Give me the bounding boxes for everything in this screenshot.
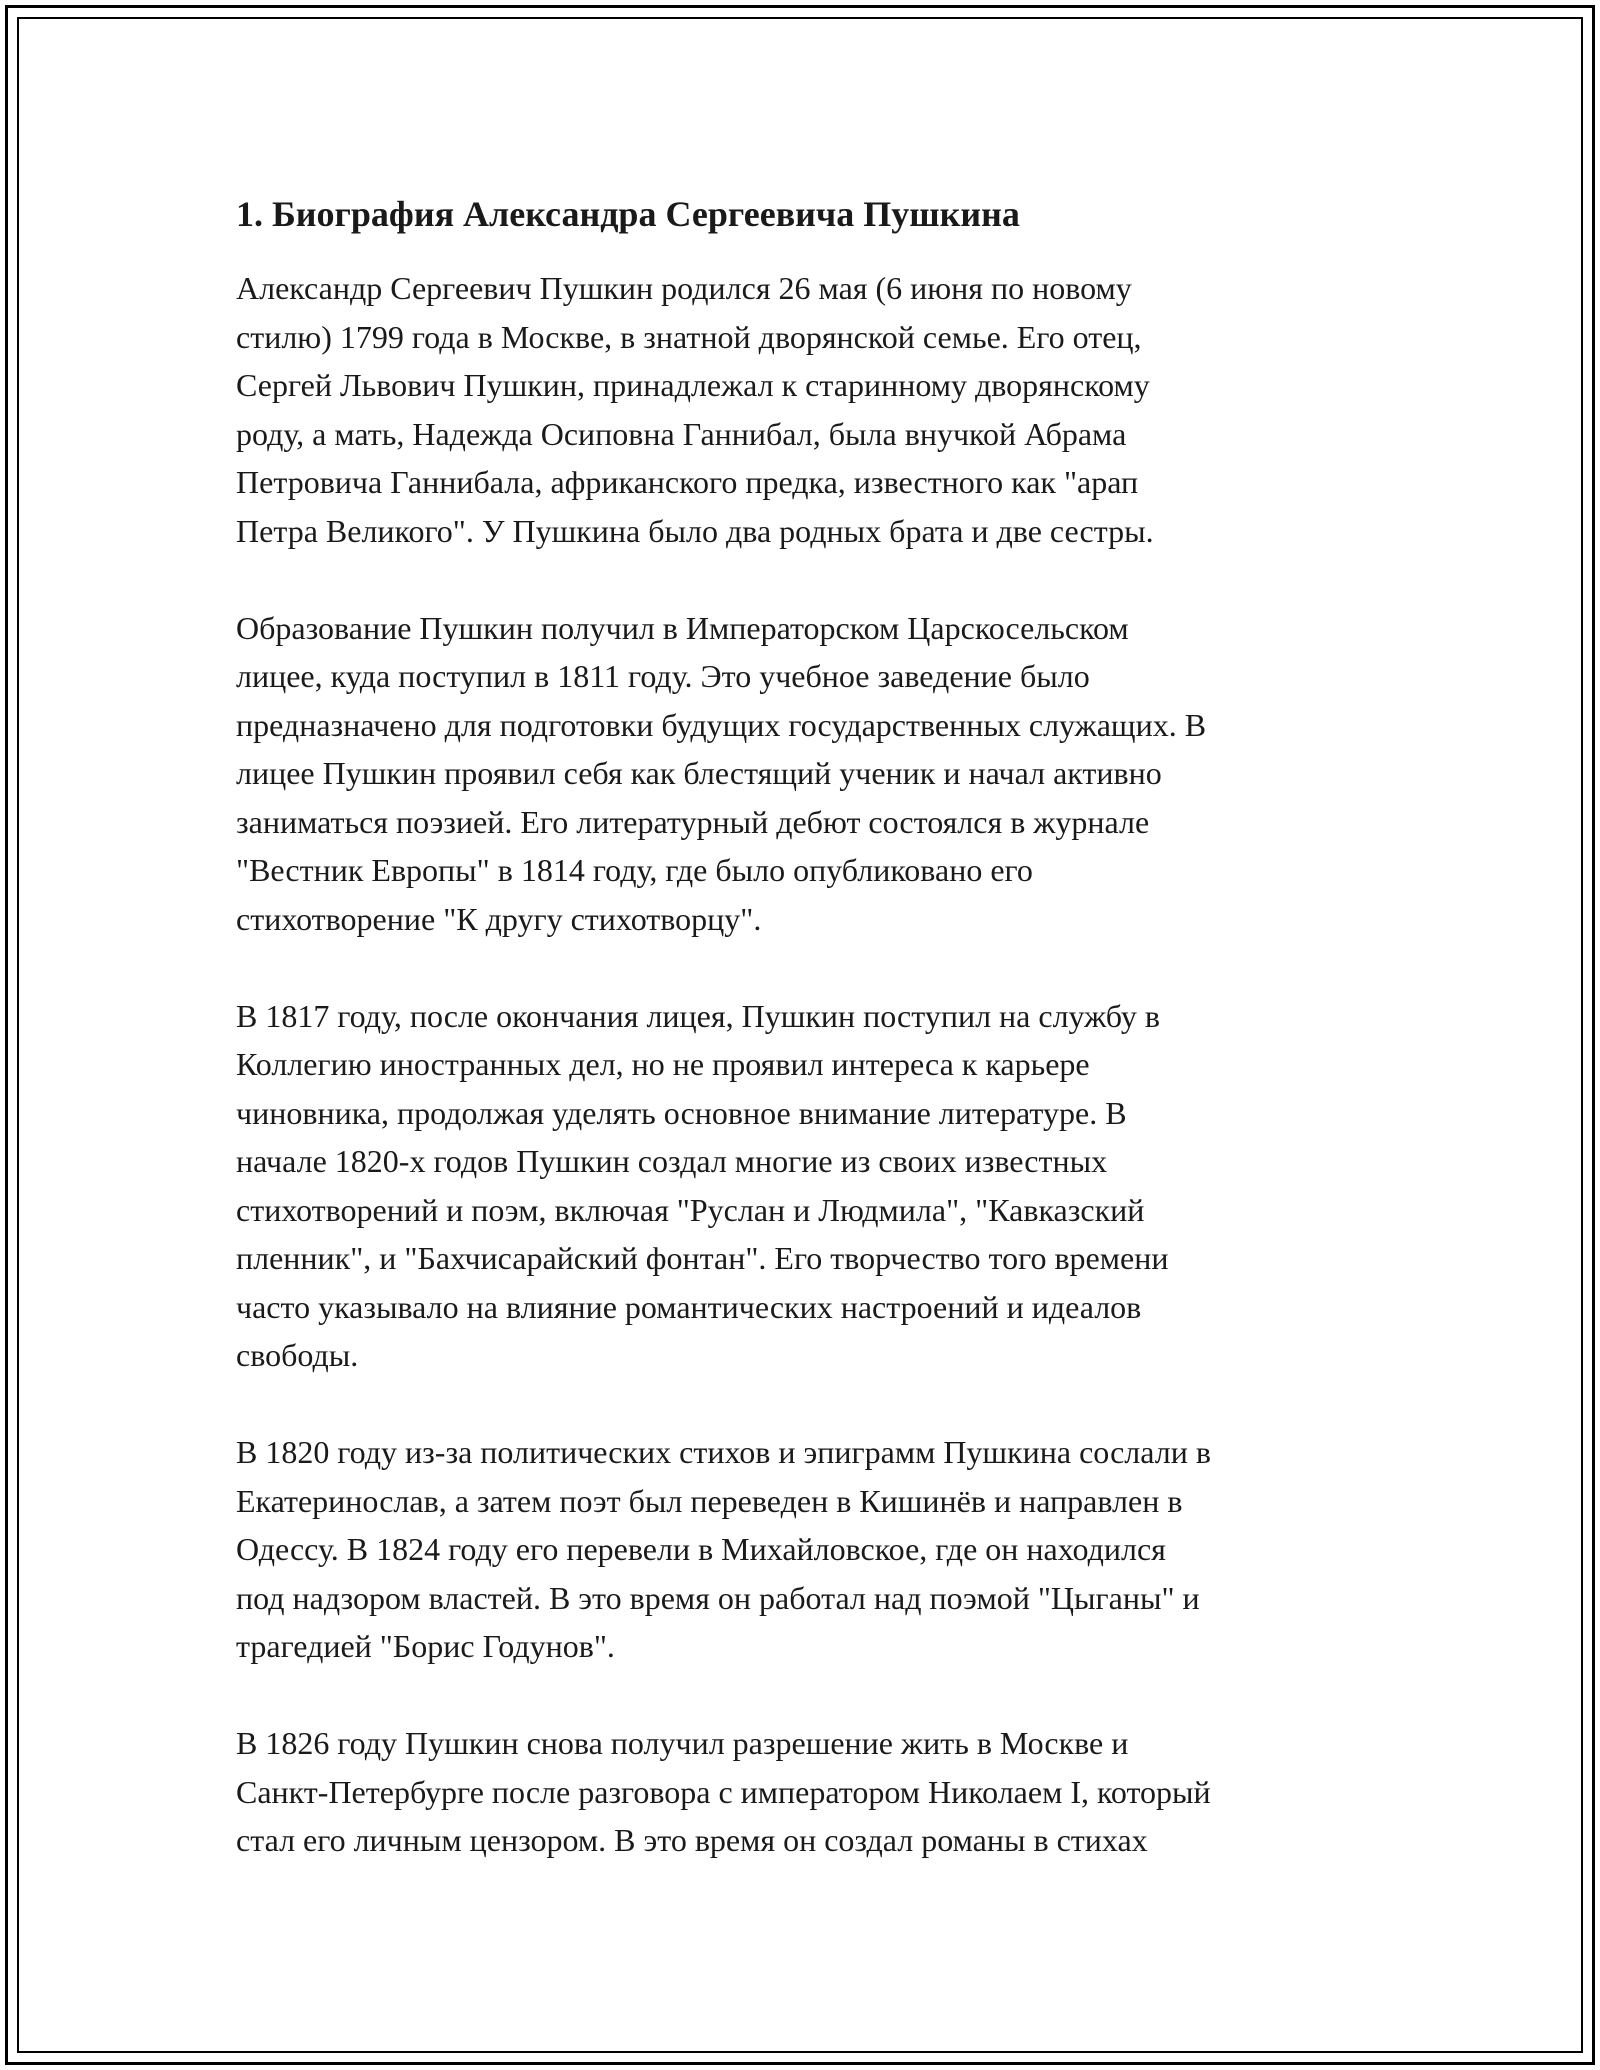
paragraph-line: стихотворений и поэм, включая "Руслан и Людмила", "Кавказский: [236, 1191, 1145, 1228]
paragraph-line: заниматься поэзией. Его литературный дебют состоялся в журнале: [236, 803, 1150, 840]
paragraph-line: Одессу. В 1824 году его перевели в Михайловское, где он находился: [236, 1531, 1166, 1567]
paragraph-return: [236, 1719, 1376, 1865]
paragraph-line: пленник", и "Бахчисарайский фонтан". Его творчество того времени: [236, 1240, 1169, 1276]
paragraph-line: стал его личным цензором. В это время он создал романы в стихах: [236, 1822, 1148, 1858]
paragraph-line: Александр Сергеевич Пушкин родился 26 мая (6 июня по новому: [236, 270, 1132, 306]
paragraph-line: стилю) 1799 года в Москве, в знатной дворянской семье. Его отец,: [236, 318, 1142, 355]
paragraph-exile: [236, 1428, 1376, 1671]
paragraph-line: предназначено для подготовки будущих государственных служащих. В: [236, 706, 1207, 743]
paragraph-line: начале 1820-х годов Пушкин создал многие из своих известных: [236, 1143, 1108, 1179]
paragraph-line: лицее Пушкин проявил себя как блестящий ученик и начал активно: [236, 755, 1162, 791]
paragraph-line: В 1817 году, после окончания лицея, Пушкин поступил на службу в: [236, 997, 1160, 1034]
paragraph-line: часто указывало на влияние романтических настроений и идеалов: [236, 1288, 1142, 1325]
paragraph-education: [236, 604, 1376, 944]
paragraph-line: Петра Великого". У Пушкина было два родных брата и две сестры.: [236, 512, 1154, 549]
paragraph-line: Петровича Ганнибала, африканского предка, известного как "арап: [236, 464, 1139, 500]
paragraph-line: лицее, куда поступил в 1811 году. Это учебное заведение было: [236, 658, 1090, 694]
paragraph-birth: [236, 264, 1376, 555]
paragraph-line: трагедией "Борис Годунов".: [236, 1628, 615, 1664]
paragraph-line: "Вестник Европы" в 1814 году, где было опубликовано его: [236, 852, 1033, 888]
section-heading: 1. Биография Александра Сергеевича Пушкина: [236, 194, 1020, 234]
paragraph-line: роду, а мать, Надежда Осиповна Ганнибал, была внучкой Абрама: [236, 415, 1127, 452]
paragraph-line: стихотворение "К другу стихотворцу".: [236, 900, 762, 937]
paragraph-line: чиновника, продолжая уделять основное внимание литературе. В: [236, 1094, 1127, 1131]
paragraph-line: Коллегию иностранных дел, но не проявил интереса к карьере: [236, 1046, 1090, 1082]
paragraph-service: [236, 992, 1376, 1380]
paragraph-line: Сергей Львович Пушкин, принадлежал к старинному дворянскому: [236, 367, 1150, 403]
paragraph-line: под надзором властей. В это время он работал над поэмой "Цыганы" и: [236, 1579, 1200, 1616]
document-body: [236, 190, 1376, 1913]
paragraph-line: Екатеринослав, а затем поэт был переведен в Кишинёв и направлен в: [236, 1482, 1183, 1519]
paragraph-line: Санкт-Петербурге после разговора с императором Николаем I, который: [236, 1773, 1211, 1810]
paragraph-line: свободы.: [236, 1337, 359, 1373]
paragraph-line: В 1826 году Пушкин снова получил разрешение жить в Москве и: [236, 1725, 1129, 1761]
paragraph-line: В 1820 году из-за политических стихов и эпиграмм Пушкина сослали в: [236, 1434, 1211, 1470]
paragraph-line: Образование Пушкин получил в Императорском Царскосельском: [236, 609, 1129, 646]
